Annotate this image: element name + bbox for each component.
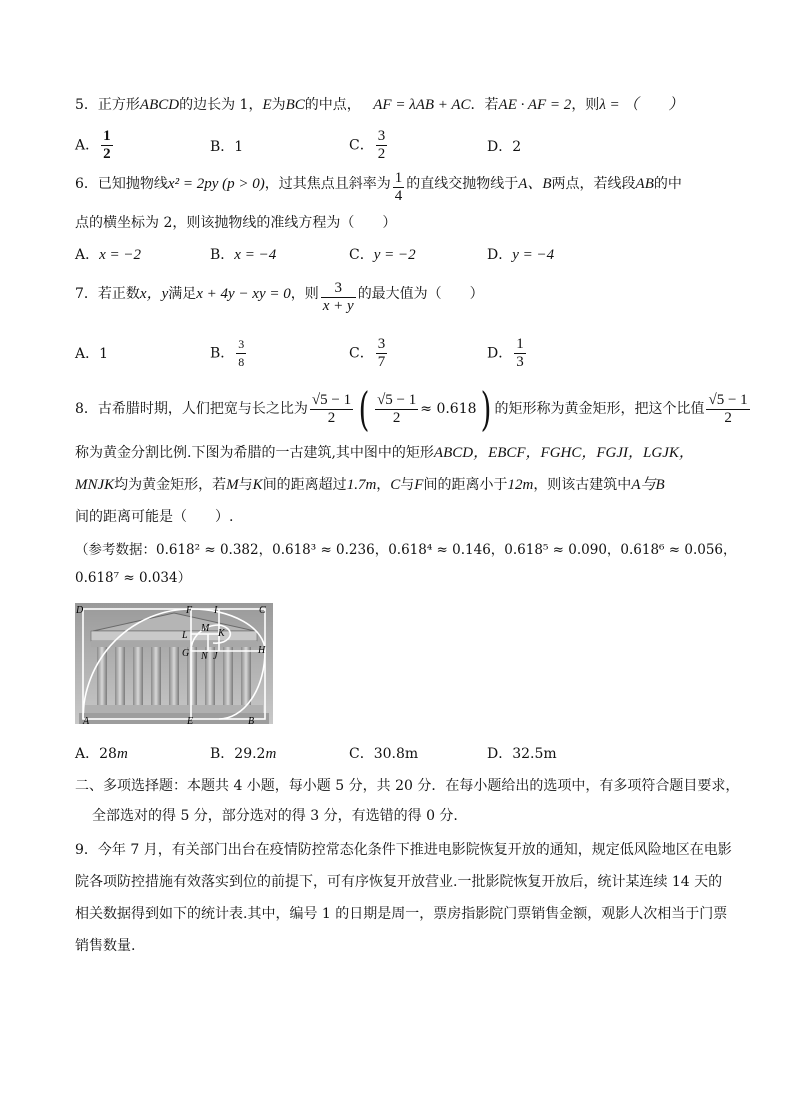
option-label: D． xyxy=(487,247,513,263)
label-h: H xyxy=(258,645,266,656)
right-paren: ) xyxy=(480,382,491,436)
q8-ratio-fraction-2 xyxy=(706,392,749,427)
q8-text: 与 xyxy=(238,477,253,493)
label-l: L xyxy=(182,630,188,641)
q5-text: 为 xyxy=(271,97,286,113)
left-paren: ( xyxy=(358,382,370,436)
q6-option-c[interactable] xyxy=(349,245,416,265)
label-k: K xyxy=(218,628,225,639)
option-label: C． xyxy=(349,137,374,154)
q5-segment-bc: BC xyxy=(285,97,305,113)
q5-text: ．若 xyxy=(470,97,499,113)
numerator: √5 − 1 xyxy=(708,391,748,408)
q6-option-b[interactable] xyxy=(210,245,276,265)
label-e: E xyxy=(187,716,194,724)
q7-text: 7．若正数 xyxy=(75,286,140,302)
option-text: y = −2 xyxy=(373,247,416,263)
label-a: A xyxy=(83,716,90,724)
section2-heading-line2: 全部选对的得 5 分，部分选对的得 3 分，有选错的得 0 分. xyxy=(92,808,458,824)
numerator: 3 xyxy=(377,128,386,144)
q9-line3: 相关数据得到如下的统计表.其中，编号 1 的日期是周一，票房指影院门票销售金额，观影人次相当于门票 xyxy=(75,906,728,922)
q5-text: 5．正方形 xyxy=(75,97,140,113)
q5-text: 的边长为 1， xyxy=(179,97,263,113)
q8-rectangles: ABCD，EBCF，FGHC，FGJI，LGJK， xyxy=(433,445,694,461)
q5-option-c[interactable] xyxy=(349,128,389,163)
q6-text: 6．已知抛物线 xyxy=(75,176,168,192)
label-n: N xyxy=(201,651,208,662)
q8-stem-line3 xyxy=(75,475,665,495)
q6-text: ，过其焦点且斜率为 xyxy=(264,176,391,192)
q8-reference-line2: 0.618⁷ ≈ 0.034） xyxy=(75,570,192,586)
numerator: 1 xyxy=(516,336,524,352)
denominator: 2 xyxy=(392,409,401,426)
option-text: x = −2 xyxy=(99,247,142,263)
option-text: C．30.8m xyxy=(349,746,419,762)
q7-option-c[interactable] xyxy=(349,336,389,371)
q8-value-2: 12m xyxy=(507,477,534,493)
q8-text: 间的距离超过 xyxy=(262,477,347,493)
q8-stem-line4: 间的距离可能是（ ）. xyxy=(75,509,234,525)
label-g: G xyxy=(182,648,190,659)
option-text: B．1 xyxy=(210,139,244,155)
option-text: y = −4 xyxy=(512,247,555,263)
label-i: I xyxy=(214,605,218,616)
q8-point-k: K xyxy=(252,477,263,493)
q8-text: 称为黄金分割比例.下图为希腊的一古建筑,其中图中的矩形 xyxy=(75,445,434,461)
option-label: B． xyxy=(210,345,235,362)
q5-lambda: λ = （ ） xyxy=(599,97,684,113)
q8-point-m: M xyxy=(226,477,239,493)
denominator: 7 xyxy=(377,354,386,370)
numerator: 3 xyxy=(321,280,356,298)
label-b: B xyxy=(248,716,255,724)
denominator: 2 xyxy=(327,409,336,426)
q5-option-b[interactable] xyxy=(210,137,243,157)
option-text: A．1 xyxy=(75,346,109,362)
q6-option-a[interactable] xyxy=(75,245,141,265)
q6-stem-line2: 点的横坐标为 2，则该抛物线的准线方程为（ ） xyxy=(75,215,397,231)
q8-option-d[interactable] xyxy=(487,744,557,764)
q8-point-c: C xyxy=(390,477,401,493)
q8-rect-mnjk: MNJK xyxy=(75,477,115,493)
q5-square-label: ABCD xyxy=(139,97,180,113)
label-d: D xyxy=(76,605,84,616)
option-label: C． xyxy=(349,247,374,263)
q5-option-a[interactable] xyxy=(75,128,115,163)
q9-line4: 销售数量. xyxy=(75,938,136,954)
option-text: x = −4 xyxy=(234,247,277,263)
q5-optA-fraction xyxy=(101,128,113,163)
q6-stem-line1 xyxy=(75,170,682,205)
numerator: 3 xyxy=(377,336,386,352)
q8-text: 间的距离小于 xyxy=(423,477,508,493)
parthenon-golden-rectangle-figure xyxy=(75,603,273,724)
q8-text: 的矩形称为黄金矩形，把这个比值 xyxy=(494,401,705,417)
q7-option-a[interactable] xyxy=(75,344,108,364)
label-j: J xyxy=(213,651,218,662)
denominator: 4 xyxy=(394,188,403,204)
q8-stem-line2 xyxy=(75,443,694,463)
denominator: x + y xyxy=(322,298,354,314)
q8-option-b[interactable] xyxy=(210,744,276,764)
q6-segment: AB xyxy=(635,176,654,192)
numerator: 3 xyxy=(236,336,246,354)
denominator: 3 xyxy=(516,354,524,370)
q5-stem xyxy=(75,95,683,115)
q7-text: 满足 xyxy=(168,286,197,302)
option-text: A．28 xyxy=(75,746,117,762)
numerator: 1 xyxy=(103,128,111,144)
q8-option-c[interactable] xyxy=(349,744,418,764)
q8-point-f: F xyxy=(414,477,424,493)
q8-text: 与 xyxy=(400,477,415,493)
option-unit: m xyxy=(265,746,277,762)
q8-text: ， xyxy=(376,477,391,493)
q8-ratio-fraction xyxy=(310,392,353,427)
q7-text: 的最大值为（ ） xyxy=(357,286,484,302)
label-f: F xyxy=(186,605,193,616)
q7-vars: x，y xyxy=(139,286,169,302)
numerator: 1 xyxy=(394,170,403,186)
label-m: M xyxy=(201,623,210,634)
q8-reference-line1: （参考数据：0.618² ≈ 0.382，0.618³ ≈ 0.236，0.618⁴ ≈ 0.146，0.618⁵ ≈ 0.090，0.618⁶ ≈ 0.056， xyxy=(75,542,737,558)
numerator: √5 − 1 xyxy=(311,391,352,408)
q6-parabola: x² = 2py (p > 0) xyxy=(167,176,265,192)
q8-approx: ≈ 0.618 xyxy=(420,401,477,417)
q8-value-1: 1.7m xyxy=(346,477,377,493)
denominator: 2 xyxy=(377,146,386,162)
q7-fraction xyxy=(321,280,356,315)
option-label: B． xyxy=(210,247,235,263)
q6-points: A、B xyxy=(518,176,552,192)
q7-optB-fraction xyxy=(236,336,246,371)
option-text: D．2 xyxy=(487,139,522,155)
q7-optD-fraction xyxy=(514,336,526,371)
q9-line2: 院各项防控措施有效落实到位的前提下，可有序恢复开放营业.一批影院恢复开放后，统计某连续 14 天的 xyxy=(75,874,723,890)
q5-dot-product: AE · AF = 2 xyxy=(498,97,572,113)
label-c: C xyxy=(259,605,266,616)
q8-points-ab: A与B xyxy=(631,477,665,493)
stylobate xyxy=(85,705,263,713)
option-text: B．29.2 xyxy=(210,746,266,762)
q5-text: ，则 xyxy=(571,97,600,113)
q8-ratio-fraction-inner xyxy=(375,392,418,427)
q7-equation: x + 4y − xy = 0 xyxy=(196,286,291,302)
denominator: 2 xyxy=(724,409,732,426)
q6-option-d[interactable] xyxy=(487,245,554,265)
q5-option-d[interactable] xyxy=(487,137,521,157)
denominator: 2 xyxy=(103,146,111,162)
q5-vector-equation: AF = λAB + AC xyxy=(373,97,471,113)
q6-text: 的中 xyxy=(653,176,682,192)
q7-text: ，则 xyxy=(290,286,319,302)
option-label: D． xyxy=(487,345,513,362)
q7-option-d[interactable] xyxy=(487,336,528,371)
denominator: 8 xyxy=(238,355,245,369)
q9-line1: 9．今年 7 月，有关部门出台在疫情防控常态化条件下推进电影院恢复开放的通知，规定低风险地区在电影 xyxy=(75,842,732,858)
q8-option-a[interactable] xyxy=(75,744,128,764)
q5-text: 的中点， xyxy=(304,97,361,113)
q8-text: 8．古希腊时期，人们把宽与长之比为 xyxy=(75,401,308,417)
section2-heading-line1: 二、多项选择题：本题共 4 小题，每小题 5 分，共 20 分．在每小题给出的选项中，有多项符合题目要求， xyxy=(75,778,740,794)
q6-text: 的直线交抛物线于 xyxy=(406,176,519,192)
columns xyxy=(97,647,251,705)
q7-stem xyxy=(75,280,484,315)
option-label: C． xyxy=(349,345,374,362)
q7-optC-fraction xyxy=(376,336,388,371)
option-label: A． xyxy=(75,137,100,154)
q5-optC-fraction xyxy=(376,128,388,163)
architrave xyxy=(91,641,257,647)
option-label: A． xyxy=(75,247,100,263)
q5-point-e: E xyxy=(262,97,272,113)
q8-text: 均为黄金矩形，若 xyxy=(114,477,227,493)
option-unit: m xyxy=(116,746,128,762)
option-text: D．32.5m xyxy=(487,746,557,762)
q6-slope-fraction xyxy=(393,170,405,205)
q8-text: ，则该古建筑中 xyxy=(533,477,632,493)
q7-option-b[interactable] xyxy=(210,336,248,371)
q8-stem-line1 xyxy=(75,382,752,436)
q6-text: 两点，若线段 xyxy=(551,176,636,192)
numerator: √5 − 1 xyxy=(377,391,417,408)
